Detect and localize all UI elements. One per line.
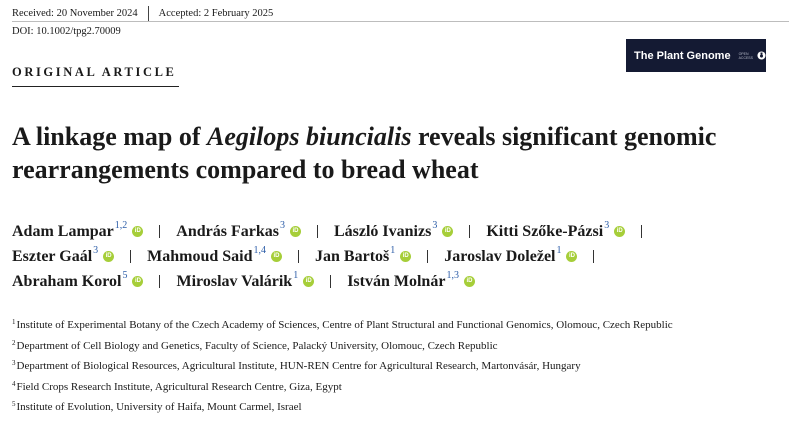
author-separator — [330, 275, 331, 288]
author-line — [12, 269, 792, 294]
affiliation-text: Department of Biological Resources, Agricultural Institute, HUN-REN Centre for Agricultural Research, Martonvásár, Hungary — [16, 360, 581, 372]
orcid-icon[interactable]: iD — [290, 226, 301, 237]
author[interactable] — [176, 220, 301, 241]
doi-link[interactable]: DOI: 10.1002/tpg2.70009 — [12, 26, 121, 37]
author[interactable] — [486, 220, 625, 241]
orcid-icon[interactable]: iD — [614, 226, 625, 237]
author-affiliation-ref[interactable]: 3 — [93, 245, 99, 256]
affiliation-item — [12, 359, 792, 380]
orcid-icon[interactable]: iD — [271, 251, 282, 262]
author-affiliation-ref[interactable]: 1,3 — [446, 270, 459, 281]
affiliation-number: 4 — [12, 379, 16, 388]
author-affiliation-ref[interactable]: 1,4 — [253, 245, 267, 256]
journal-name: The Plant Genome — [634, 49, 731, 62]
section-label: ORIGINAL ARTICLE — [12, 65, 177, 79]
author-name[interactable]: Eszter Gaál — [12, 247, 93, 265]
orcid-icon[interactable]: iD — [132, 276, 143, 287]
affiliation-number: 1 — [12, 318, 16, 326]
accepted-date: Accepted: 2 February 2025 — [158, 7, 274, 19]
affiliation-number: 3 — [12, 359, 16, 367]
journal-small-text: OPEN ACCESS — [738, 51, 753, 60]
author-name[interactable]: Adam Lampar — [12, 222, 114, 240]
affiliation-text: Institute of Evolution, University of Haifa, Mount Carmel, Israel — [16, 401, 302, 413]
author-line — [12, 244, 792, 269]
author-name[interactable]: Abraham Korol — [12, 272, 122, 290]
author-name[interactable]: Miroslav Valárik — [176, 272, 293, 290]
orcid-icon[interactable]: iD — [400, 251, 411, 262]
author-name[interactable]: Kitti Szőke-Pázsi — [486, 222, 604, 240]
author[interactable] — [315, 245, 411, 266]
affiliation-text: Field Crops Research Institute, Agricultural Research Centre, Giza, Egypt — [16, 380, 342, 393]
author-affiliation-ref[interactable]: 3 — [279, 220, 285, 231]
header-rule — [12, 21, 789, 22]
affiliation-number: 2 — [12, 338, 16, 347]
author-affiliation-ref[interactable]: 1 — [293, 270, 299, 281]
author-separator — [159, 275, 160, 288]
author[interactable] — [147, 245, 282, 266]
author-name[interactable]: Jaroslav Doležel — [444, 247, 556, 265]
author[interactable] — [347, 270, 475, 291]
title-part-1: A linkage map of — [12, 122, 208, 151]
author-name[interactable]: László Ivanizs — [333, 222, 432, 240]
author[interactable] — [12, 270, 143, 291]
article-title — [12, 120, 792, 186]
author-separator — [298, 250, 299, 263]
affiliation-item — [12, 318, 792, 339]
author-line — [12, 219, 792, 244]
orcid-icon[interactable]: iD — [303, 276, 314, 287]
author-affiliation-ref[interactable]: 1 — [556, 245, 562, 256]
author-separator — [469, 225, 470, 238]
affiliation-text: Department of Cell Biology and Genetics, Faculty of Science, Palacký University, Olomouc, Czech Republic — [16, 339, 498, 352]
journal-badge[interactable] — [626, 39, 766, 72]
author[interactable] — [176, 270, 314, 291]
orcid-icon[interactable]: iD — [442, 226, 453, 237]
author-separator — [641, 225, 642, 238]
open-access-icon — [757, 51, 766, 60]
author-separator — [130, 250, 131, 263]
author-affiliation-ref[interactable]: 1,2 — [114, 220, 128, 231]
author-name[interactable]: István Molnár — [347, 272, 446, 290]
affiliation-item — [12, 400, 792, 421]
affiliation-list — [12, 318, 792, 421]
affiliation-number: 5 — [12, 400, 16, 408]
orcid-icon[interactable]: iD — [132, 226, 143, 237]
author-affiliation-ref[interactable]: 1 — [390, 245, 396, 256]
author-separator — [427, 250, 428, 263]
title-part-2: reveals significant genomic rearrangements compared to bread wheat — [12, 122, 717, 184]
author-name[interactable]: Jan Bartoš — [315, 247, 390, 265]
author[interactable] — [333, 220, 453, 241]
author[interactable] — [12, 220, 143, 241]
orcid-icon[interactable]: iD — [566, 251, 577, 262]
author-name[interactable]: András Farkas — [176, 222, 279, 240]
affiliation-item — [12, 380, 792, 401]
publication-dates — [12, 5, 273, 21]
affiliation-item — [12, 339, 792, 360]
author-name[interactable]: Mahmoud Said — [147, 247, 253, 265]
author-separator — [593, 250, 594, 263]
author[interactable] — [444, 245, 577, 266]
author-list — [12, 219, 792, 294]
title-species: Aegilops biuncialis — [207, 122, 412, 151]
author-affiliation-ref[interactable]: 3 — [432, 220, 438, 231]
author-affiliation-ref[interactable]: 5 — [122, 270, 128, 281]
affiliation-text: Institute of Experimental Botany of the Czech Academy of Sciences, Centre of Plant Structural and Functional Genomics, Olomouc, Czech Republic — [16, 319, 673, 331]
author-affiliation-ref[interactable]: 3 — [604, 220, 610, 231]
author[interactable] — [12, 245, 114, 266]
date-divider — [148, 6, 149, 21]
received-date: Received: 20 November 2024 — [12, 7, 138, 19]
author-separator — [159, 225, 160, 238]
orcid-icon[interactable]: iD — [464, 276, 475, 287]
author-separator — [317, 225, 318, 238]
orcid-icon[interactable]: iD — [103, 251, 114, 262]
section-underline — [12, 86, 179, 87]
